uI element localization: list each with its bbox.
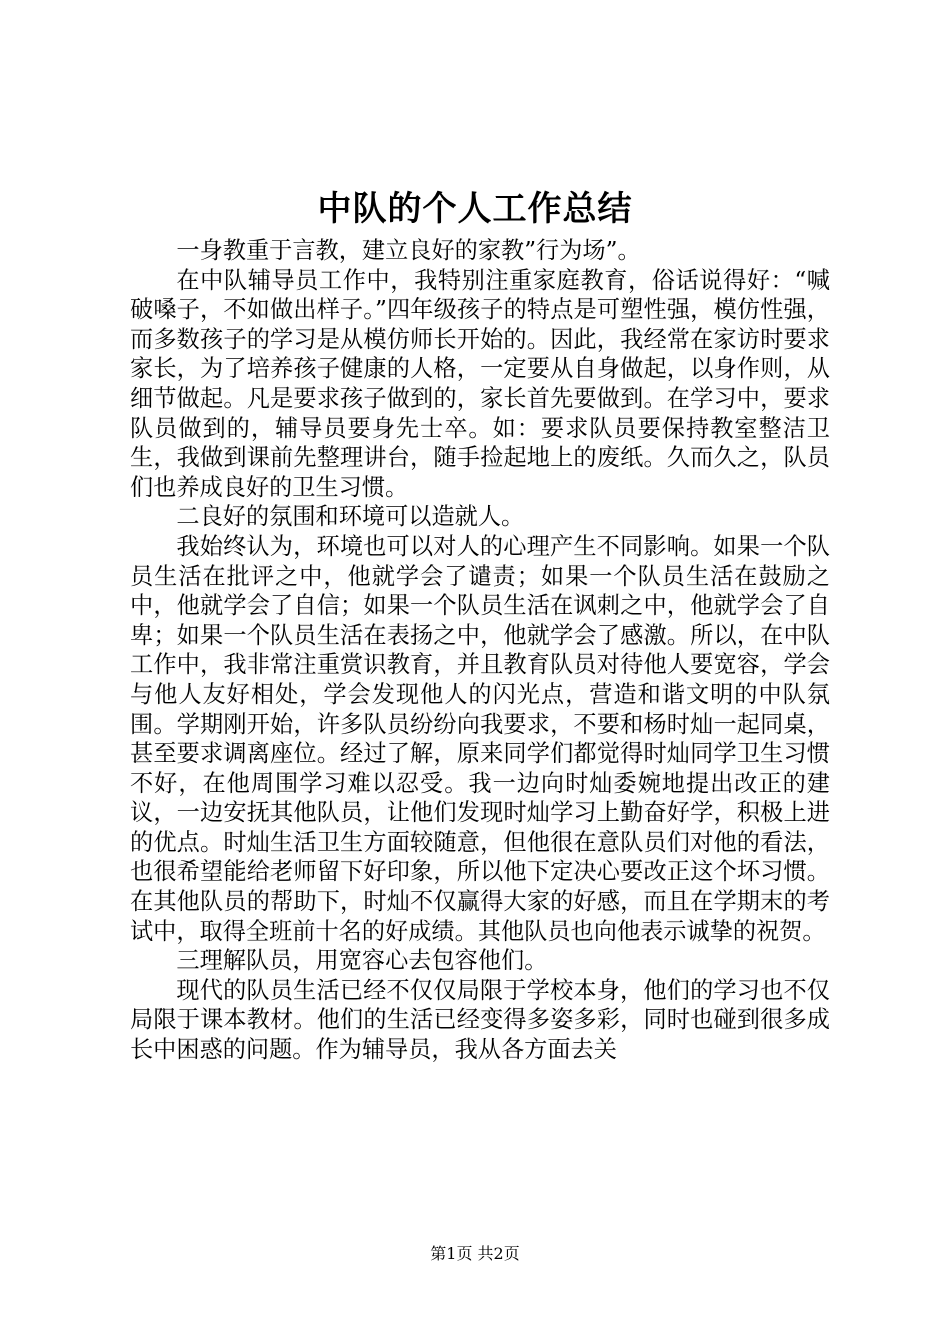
paragraph-heading-three: 三理解队员，用宽容心去包容他们。	[176, 947, 548, 975]
page-footer: 第1页 共2页	[430, 1244, 520, 1263]
paragraph-heading-two: 二良好的氛围和环境可以造就人。	[176, 503, 525, 531]
paragraph: 在中队辅导员工作中，我特别注重家庭教育，俗话说得好：“喊破嗓子，不如做出样子。”四年级孩子的特点是可塑性强，模仿性强，而多数孩子的学习是从模仿师长开始的。因此，我经常在家访时要求家长，为了培养孩子健康的人格，一定要从自身做起，以身作则，从细节做起。凡是要求孩子做到的，家长首先要做到。在学习中，要求队员做到的，辅导员要身先士卒。如：要求队员要保持教室整洁卫生，我做到课前先整理讲台，随手捡起地上的废纸。久而久之，队员们也养成良好的卫生习惯。	[130, 266, 830, 501]
document-body	[130, 236, 830, 1065]
document-title: 中队的个人工作总结	[317, 189, 633, 229]
paragraph: 我始终认为，环境也可以对人的心理产生不同影响。如果一个队员生活在批评之中，他就学会了谴责；如果一个队员生活在鼓励之中，他就学会了自信；如果一个队员生活在讽刺之中，他就学会了自卑；如果一个队员生活在表扬之中，他就学会了感激。所以，在中队工作中，我非常注重赏识教育，并且教育队员对待他人要宽容，学会与他人友好相处，学会发现他人的闪光点，营造和谐文明的中队氛围。学期刚开始，许多队员纷纷向我要求，不要和杨时灿一起同桌，甚至要求调离座位。经过了解，原来同学们都觉得时灿同学卫生习惯不好，在他周围学习难以忍受。我一边向时灿委婉地提出改正的建议，一边安抚其他队员，让他们发现时灿学习上勤奋好学，积极上进的优点。时灿生活卫生方面较随意，但他很在意队员们对他的看法，也很希望能给老师留下好印象，所以他下定决心要改正这个坏习惯。在其他队员的帮助下，时灿不仅赢得大家的好感，而且在学期末的考试中，取得全班前十名的好成绩。其他队员也向他表示诚挚的祝贺。	[130, 532, 830, 945]
paragraph-heading-one: 一身教重于言教，建立良好的家教”行为场”。	[176, 237, 641, 264]
paragraph: 现代的队员生活已经不仅仅局限于学校本身，他们的学习也不仅局限于课本教材。他们的生活已经变得多姿多彩，同时也碰到很多成长中困惑的问题。作为辅导员，我从各方面去关	[130, 976, 830, 1064]
